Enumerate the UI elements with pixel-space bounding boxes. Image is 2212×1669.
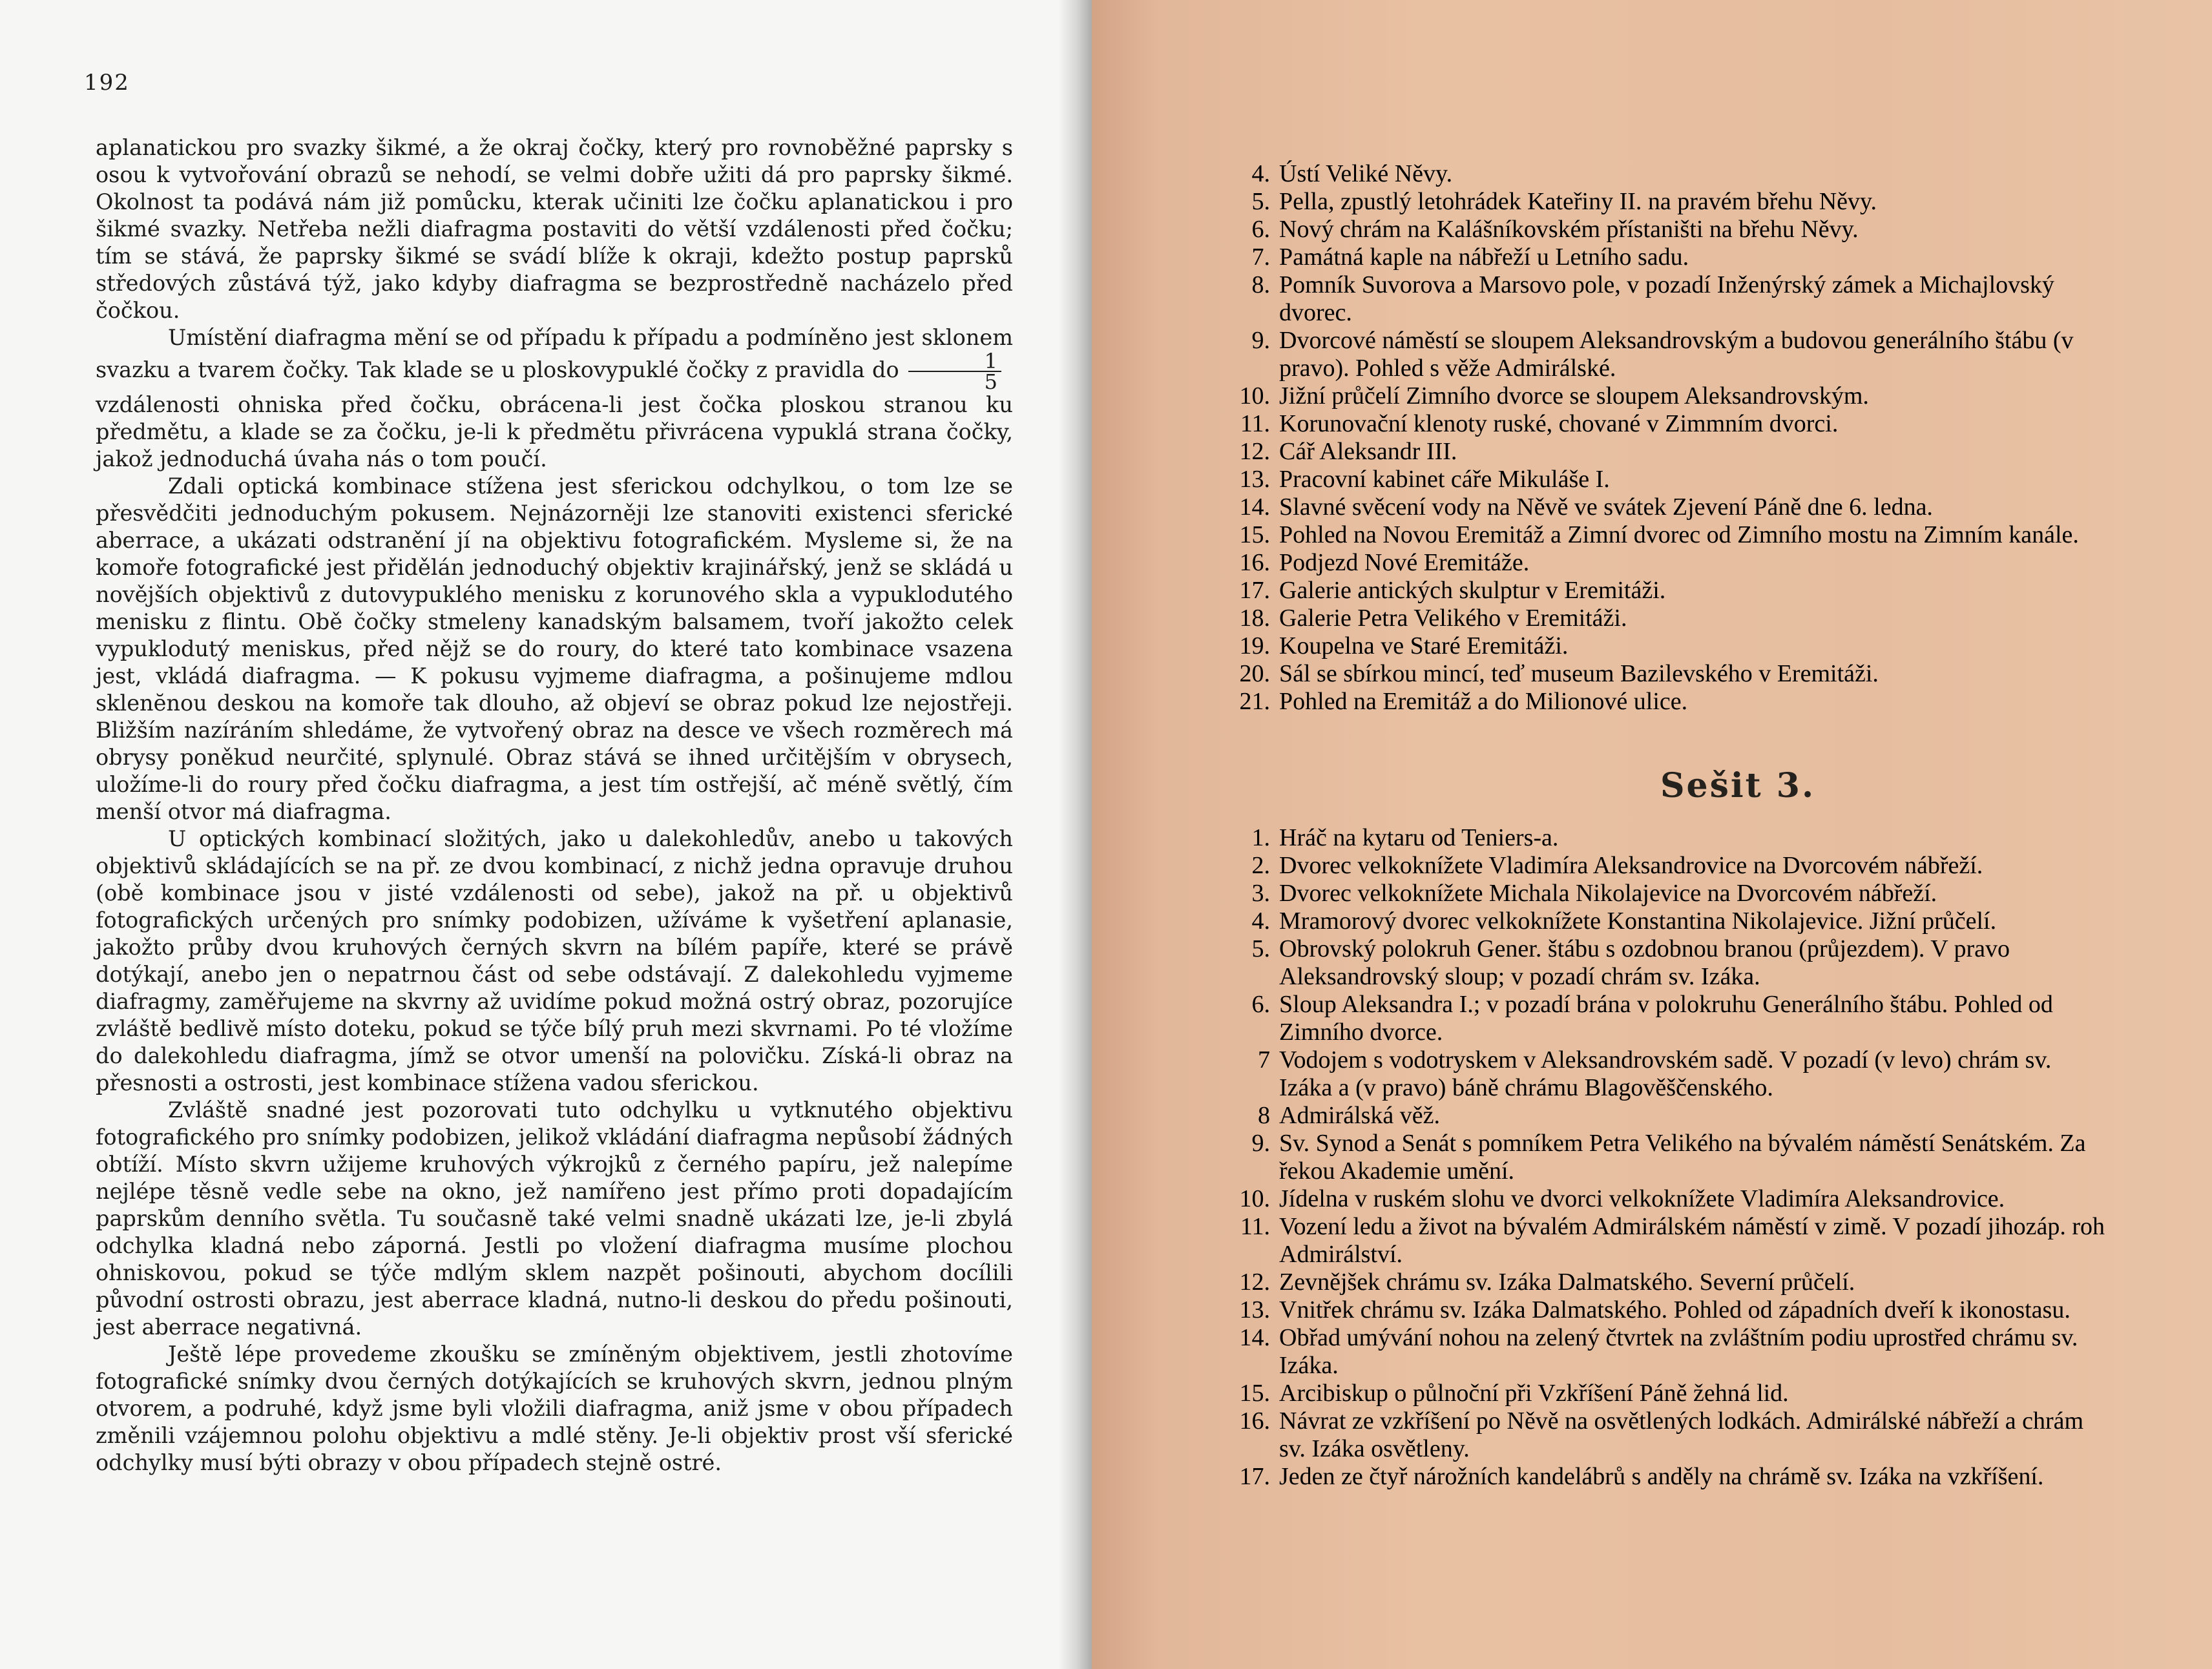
list-item: 12. Zevnějšek chrámu sv. Izáka Dalmatského. Severní průčelí. [1239, 1269, 1855, 1296]
paragraph-2-text-after: vzdálenosti ohniska před čočku, obrácena-li jest čočka ploskou stranou ku předmětu, a klade se za čočku, je-li k předmětu přivrácena vypuklá strana čočky, jakož jednoduchá úvaha nás o tom poučí. [96, 392, 1013, 472]
list-item: 14. Obřad umývání nohou na zelený čtvrtek na zvláštním podiu uprostřed chrámu sv. Izáka. [1239, 1324, 2078, 1379]
paragraph-1: aplanatickou pro svazky šikmé, a že okraj čočky, který pro rovnoběžné paprsky s osou k vytvořování obrazů se nehodí, se velmi dobře užiti dá pro paprsky šikmé. Okolnost ta podává nám již pomůcku, kterak učiniti lze čočku aplanatickou i pro šikmé svazky. Netřeba nežli diafragma postaviti do větší vzdálenosti před čočku; tím se stává, že paprsky šikmé se svádí blíže k okraji, kdežto postup paprsků středových zůstává týž, jako kdyby diafragma se bezprostředně nacházelo před čočkou. [96, 135, 1013, 323]
left-page-body [96, 134, 1013, 1477]
fraction [908, 349, 1001, 394]
list-item: 15. Arcibiskup o půlnoční při Vzkříšení Páně žehná lid. [1239, 1380, 1789, 1407]
list-item: 16. Návrat ze vzkříšení po Něvě na osvětlených lodkách. Admirálské nábřeží a chrám sv. Izáka osvětleny. [1239, 1407, 2084, 1462]
paragraph-5: Zvláště snadné jest pozorovati tuto odchylku u vytknutého objektivu fotografického pro snímky podobizen, jelikož vkládání diafragma nepůsobí žádných obtíží. Místo skvrn užijeme kruhových výkrojků z černého papíru, jež nalepíme nejlépe těsně vedle sebe na okno, jež namířeno jest přímo proti dopadajícím paprskům denního světla. Tu současně také velmi snadně ukázati lze, je-li zbylá odchylka kladná nebo záporná. Jestli po vložení diafragma musíme plochou ohniskovou, pokud se týče mdlým sklem nazpět pošinouti, abychom docílili původní ostrosti obrazu, jest aberrace kladná, nutno-li deskou do předu pošinouti, jest aberrace negativná. [96, 1097, 1013, 1340]
paragraph-6: Ještě lépe provedeme zkoušku se zmíněným objektivem, jestli zhotovíme fotografické snímky dvou černých dotýkajících se kruhových skvrn, jednou plným otvorem, a podruhé, když jsme byli vložili diafragma, aniž jsme v obou případech změnili vzájemnou polohu objektivu a mdlé stěny. Je-li objektiv prost vší sferické odchylky musí býti obrazy v obou případech stejně ostré. [96, 1342, 1013, 1475]
list-item: 21. Pohled na Eremitáž a do Milionové ulice. [1239, 688, 1688, 715]
list-item: 16. Podjezd Nové Eremitáže. [1239, 549, 1530, 576]
list-item: 14. Slavné svěcení vody na Něvě ve svátek Zjevení Páně dne 6. ledna. [1239, 493, 1933, 521]
list-item: 6. Sloup Aleksandra I.; v pozadí brána v polokruhu Generálního štábu. Pohled od Zimního dvorce. [1251, 991, 2053, 1046]
list-item: 13. Pracovní kabinet cáře Mikuláše I. [1239, 466, 1610, 493]
list-item: 13. Vnitřek chrámu sv. Izáka Dalmatského. Pohled od západních dveří k ikonostasu. [1239, 1296, 2071, 1323]
list-item: 18. Galerie Petra Velikého v Eremitáži. [1239, 605, 1627, 632]
list-item: 17. Galerie antických skulptur v Eremitáži. [1239, 577, 1666, 604]
page-number: 192 [84, 70, 130, 96]
paragraph-4: U optických kombinací složitých, jako u dalekohledův, anebo u takových objektivů skládajících se na př. ze dvou kombinací, z nichž jedna opravuje druhou (obě kombinace jsou v jisté vzdálenosti od sebe), jakož na př. u objektivů fotografických určených pro snímky podobizen, užíváme k vyšetření aplanasie, jakožto průby dvou kruhových černých skvrn na bílém papíře, které se právě dotýkají, anebo jen o nepatrnou část od sebe odstávají. Z dalekohledu vyjmeme diafragmy, zaměřujeme na skvrny až uvidíme pokud možná ostrý obraz, pozorujíce zvláště bedlivě místo doteku, pokud se týče bílý pruh mezi skvrnami. Po té vložíme do dalekohledu diafragma, jímž se otvor umenší na polovičku. Získá-li obraz na přesnosti a ostrosti, jest kombinace stížena vadou sferickou. [96, 826, 1013, 1095]
paragraph-3: Zdali optická kombinace stížena jest sferickou odchylkou, o tom lze se přesvědčiti jednoduchým pokusem. Nejnázorněji lze stanoviti existenci sferické aberrace, a ukázati odstranění jí na objektivu fotografickém. Mysleme si, že na komoře fotografické jest přidělán jednoduchý objektiv krajinářský, jenž se skládá u novějších objektivů z dutovypuklého menisku z korunového skla a vypuklodutého menisku z flintu. Obě čočky stmeleny kanadským balsamem, tvoří jakožto celek vypuklodutý meniskus, před nějž se do roury, do které tato kombinace vsazena jest, vkládá diafragma. — K pokusu vyjmeme diafragma, a pošinujeme mdlou sklenĕnou deskou na komoře tak dlouho, až objeví se obraz pokud lze nejostřeji. Bližším nazíráním shledáme, že vytvořený obraz na desce ve všech rozměrech má obrysy poněkud neurčité, splynulé. Obraz stává se ihned určitějším v obrysech, uložíme-li do roury před čočku diafragma, a jest tím ostřejší, ač méně světlý, čím menší otvor má diafragma. [96, 473, 1013, 824]
list-item: 1. Hráč na kytaru od Teniers-a. [1251, 824, 1559, 851]
picture-list-section-3 [1202, 824, 2106, 1491]
list-item: 4. Ústí Veliké Něvy. [1251, 160, 1453, 187]
list-item: 9. Dvorcové náměstí se sloupem Aleksandrovským a budovou generálního štábu (v pravo). Pohled s věže Admirálské. [1251, 327, 2074, 382]
list-item: 9. Sv. Synod a Senát s pomníkem Petra Velikého na bývalém náměstí Senátském. Za řekou Akademie umění. [1251, 1130, 2086, 1185]
fraction-numerator: 1 [908, 351, 1001, 372]
list-item: 8 Admirálská věž. [1258, 1102, 1441, 1129]
list-item: 8. Pomník Suvorova a Marsovo pole, v pozadí Inženýrský zámek a Michajlovský dvorec. [1251, 271, 2054, 326]
picture-list-continued [1202, 160, 2106, 716]
section-heading: Sešit 3. [1660, 766, 1816, 805]
list-item: 10. Jižní průčelí Zimního dvorce se sloupem Aleksandrovským. [1239, 382, 1869, 409]
list-item: 19. Koupelna ve Staré Eremitáži. [1239, 632, 1569, 659]
left-page [0, 0, 1092, 1669]
fraction-denominator: 5 [984, 369, 997, 394]
list-item: 7. Památná kaple na nábřeží u Letního sadu. [1251, 244, 1689, 271]
list-item: 2. Dvorec velkoknížete Vladimíra Aleksandrovice na Dvorcovém nábřeží. [1251, 852, 1983, 879]
list-item: 20. Sál se sbírkou mincí, teď museum Bazilevského v Eremitáži. [1239, 660, 1879, 687]
list-item: 12. Cář Aleksandr III. [1239, 438, 1457, 465]
list-item: 5. Obrovský polokruh Gener. štábu s ozdobnou branou (průjezdem). V pravo Aleksandrovský sloup; v pozadí chrám sv. Izáka. [1251, 935, 2010, 990]
list-item: 4. Mramorový dvorec velkoknížete Konstantina Nikolajevice. Jižní průčelí. [1251, 907, 1997, 935]
list-item: 6. Nový chrám na Kalášníkovském přístaništi na břehu Něvy. [1251, 216, 1859, 243]
list-item: 17. Jeden ze čtyř nárožních kandelábrů s anděly na chrámě sv. Izáka na vzkříšení. [1239, 1463, 2044, 1490]
list-item: 7 Vodojem s vodotryskem v Aleksandrovském sadě. V pozadí (v levo) chrám sv. Izáka a (v pravo) báně chrámu Blagověščenského. [1258, 1046, 2052, 1101]
list-item: 5. Pella, zpustlý letohrádek Kateřiny II. na pravém břehu Něvy. [1251, 188, 1877, 215]
list-item: 11. Korunovační klenoty ruské, chované v Zimmním dvorci. [1240, 410, 1839, 437]
list-item: 10. Jídelna v ruském slohu ve dvorci velkoknížete Vladimíra Aleksandrovice. [1239, 1185, 2005, 1212]
list-item: 15. Pohled na Novou Eremitáž a Zimní dvorec od Zimního mostu na Zimním kanále. [1239, 521, 2079, 548]
paragraph-2 [96, 324, 1013, 473]
list-item: 11. Vození ledu a život na bývalém Admirálském náměstí v zimě. V pozadí jihozáp. roh Admirálství. [1240, 1213, 2105, 1268]
list-item: 3. Dvorec velkoknížete Michala Nikolajevice na Dvorcovém nábřeží. [1251, 880, 1937, 907]
paragraph-2-text-before: Umístění diafragma mění se od případu k případu a podmíněno jest sklonem svazku a tvarem čočky. Tak klade se u ploskovypuklé čočky z pravidla do [96, 325, 1013, 382]
